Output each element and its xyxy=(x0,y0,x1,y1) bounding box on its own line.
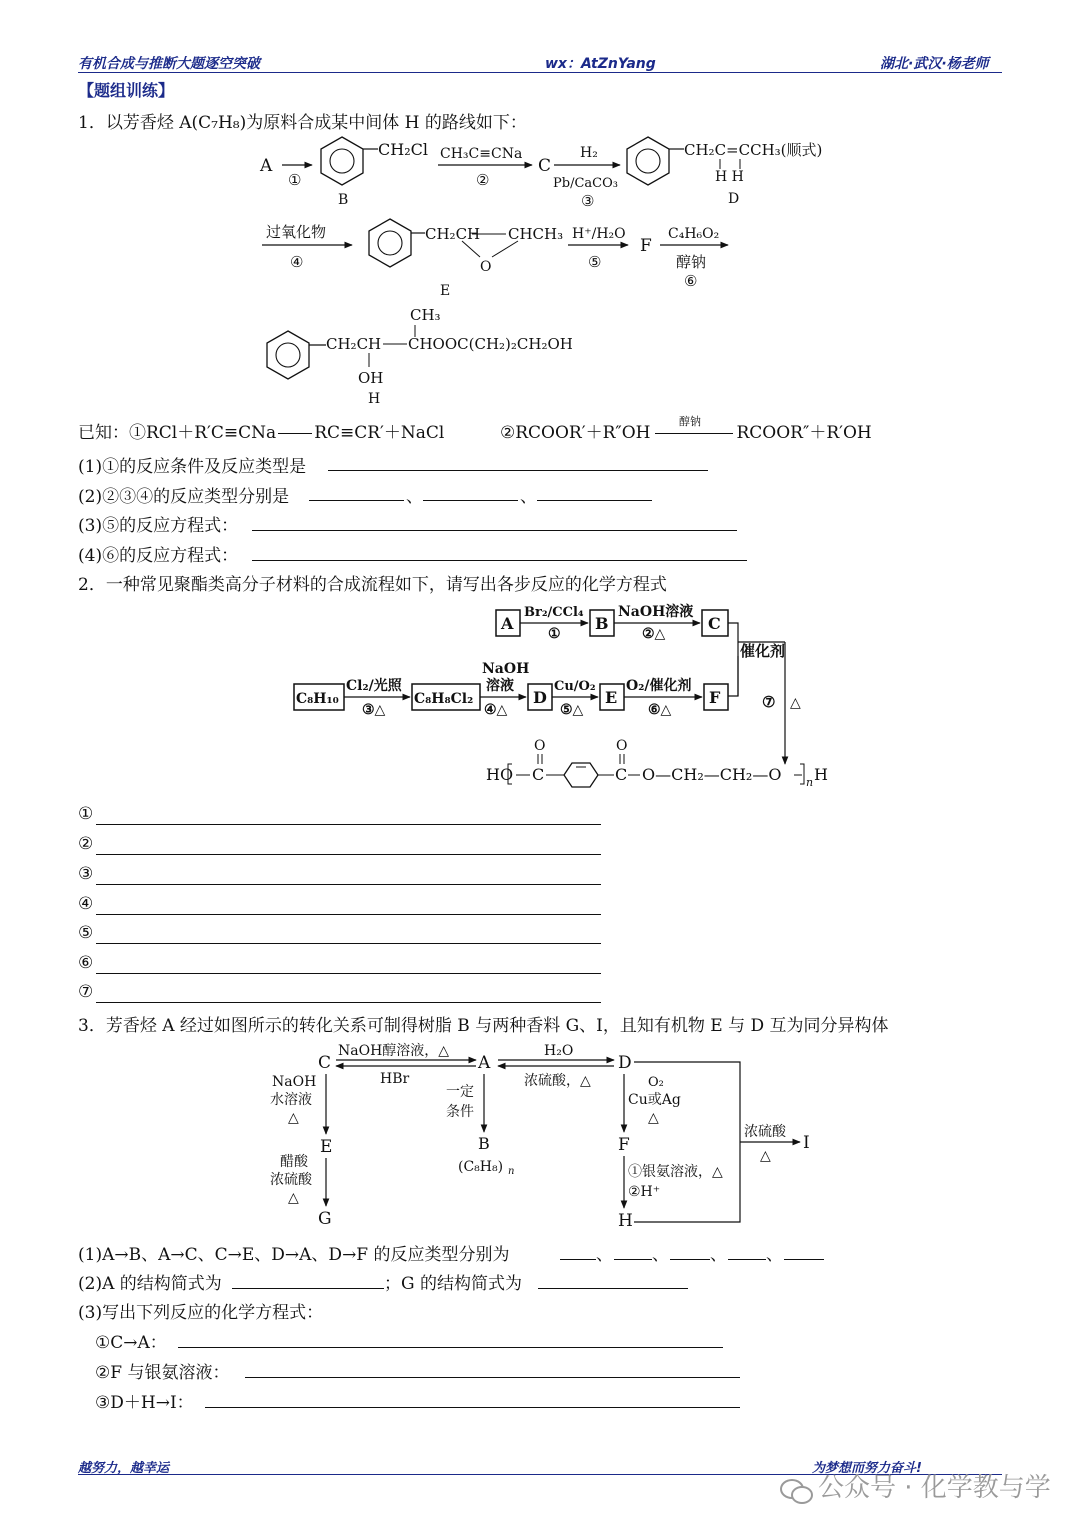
q3-blank3-3[interactable] xyxy=(205,1407,740,1408)
q3-blank3-1[interactable] xyxy=(178,1347,723,1348)
q1-A: A xyxy=(260,156,273,176)
q3-sub2b: ；G 的结构简式为 xyxy=(384,1274,522,1294)
q3-sub3: (3)写出下列反应的化学方程式： xyxy=(78,1303,324,1323)
q1-known-cond: 醇钠 xyxy=(679,415,701,428)
svg-text:O₂/催化剂: O₂/催化剂 xyxy=(626,678,692,694)
svg-text:Cu或Ag: Cu或Ag xyxy=(628,1092,681,1108)
svg-text:③: ③ xyxy=(581,192,595,210)
q3-sub2a: (2)A 的结构简式为 xyxy=(78,1274,222,1294)
q3-sep1: 、 xyxy=(596,1245,613,1265)
svg-text:D: D xyxy=(533,688,547,707)
svg-text:一定: 一定 xyxy=(446,1084,474,1100)
svg-text:浓硫酸: 浓硫酸 xyxy=(744,1124,786,1140)
q1-blank4[interactable] xyxy=(252,560,747,561)
svg-text:Br₂/CCl₄: Br₂/CCl₄ xyxy=(524,605,584,620)
svg-text:CH₂CH: CH₂CH xyxy=(425,225,481,243)
svg-text:C: C xyxy=(615,765,628,784)
svg-text:D: D xyxy=(618,1053,632,1073)
benzene-ring-b xyxy=(321,137,363,185)
svg-text:C: C xyxy=(532,765,545,784)
q1-sep2: 、 xyxy=(520,487,537,507)
q2-ans-line-3[interactable] xyxy=(96,884,601,885)
q3-sep2: 、 xyxy=(652,1245,669,1265)
header-right: 湖北·武汉·杨老师 xyxy=(880,56,989,72)
svg-text:E: E xyxy=(605,688,618,707)
svg-text:NaOH: NaOH xyxy=(482,661,530,677)
svg-text:H: H xyxy=(368,391,381,407)
benzene-ring-h xyxy=(267,331,309,379)
q3-blank1c[interactable] xyxy=(670,1259,710,1260)
svg-text:⑤△: ⑤△ xyxy=(560,702,584,718)
svg-text:C₄H₆O₂: C₄H₆O₂ xyxy=(668,226,720,242)
q2-stem: 2．一种常见聚酯类高分子材料的合成流程如下，请写出各步反应的化学方程式 xyxy=(78,575,667,595)
svg-text:E: E xyxy=(440,283,451,299)
section-title: 【题组训练】 xyxy=(78,81,175,100)
svg-text:①: ① xyxy=(548,626,561,642)
svg-text:CHCH₃: CHCH₃ xyxy=(508,225,564,243)
svg-text:NaOH醇溶液，△: NaOH醇溶液，△ xyxy=(338,1043,450,1059)
svg-text:②: ② xyxy=(476,171,490,189)
q2-ans-line-1[interactable] xyxy=(96,824,601,825)
svg-text:O: O xyxy=(534,738,546,754)
svg-text:NaOH溶液: NaOH溶液 xyxy=(618,604,694,620)
q1-blank2c[interactable] xyxy=(537,500,652,501)
q3-sub1: (1)A→B、A→C、C→E、D→A、D→F 的反应类型分别为 xyxy=(78,1245,510,1265)
q1-known: 已知：①RCl＋R′C≡CNa RC≡CR′＋NaCl xyxy=(78,423,445,443)
q2-ans-label-3: ③ xyxy=(78,864,94,884)
q1-sub4: (4)⑥的反应方程式： xyxy=(78,546,239,566)
svg-text:HO: HO xyxy=(486,765,514,784)
svg-text:(C₈H₈): (C₈H₈) xyxy=(458,1159,504,1175)
header-center: wx：AtZnYang xyxy=(545,56,656,72)
svg-text:G: G xyxy=(318,1209,332,1229)
svg-text:F: F xyxy=(709,688,721,707)
svg-text:溶液: 溶液 xyxy=(486,678,514,694)
svg-text:C₈H₈Cl₂: C₈H₈Cl₂ xyxy=(414,691,474,707)
svg-text:A: A xyxy=(501,614,514,633)
svg-text:④△: ④△ xyxy=(484,702,508,718)
svg-text:催化剂: 催化剂 xyxy=(740,642,786,660)
svg-text:I: I xyxy=(803,1133,810,1153)
svg-text:△: △ xyxy=(648,1110,659,1126)
svg-text:O: O xyxy=(480,259,492,275)
svg-text:Cu/O₂: Cu/O₂ xyxy=(554,679,596,694)
q2-ans-label-5: ⑤ xyxy=(78,923,94,943)
q3-scheme xyxy=(260,1036,820,1232)
svg-text:⑥: ⑥ xyxy=(684,272,698,290)
svg-text:C: C xyxy=(708,614,721,633)
svg-text:H⁺/H₂O: H⁺/H₂O xyxy=(572,226,626,242)
q2-ans-label-6: ⑥ xyxy=(78,953,94,973)
svg-text:D: D xyxy=(728,191,740,207)
q2-ans-label-4: ④ xyxy=(78,894,94,914)
svg-text:过氧化物: 过氧化物 xyxy=(266,223,327,241)
footer-left: 越努力，越幸运 xyxy=(78,1461,170,1476)
q1-sub3: (3)⑤的反应方程式： xyxy=(78,516,239,536)
q3-blank3-2[interactable] xyxy=(245,1377,740,1378)
svg-text:CH₂Cl: CH₂Cl xyxy=(378,140,428,159)
svg-text:O: O xyxy=(616,738,628,754)
svg-text:②△: ②△ xyxy=(642,626,666,642)
q1-blank3[interactable] xyxy=(252,530,737,531)
svg-text:CH₃: CH₃ xyxy=(410,306,441,324)
q2-ans-line-7[interactable] xyxy=(96,1002,601,1003)
svg-text:H₂: H₂ xyxy=(580,145,598,161)
svg-text:⑥△: ⑥△ xyxy=(648,702,672,718)
svg-text:B: B xyxy=(595,614,609,633)
q3-blank1e[interactable] xyxy=(784,1259,824,1260)
q1-blank2b[interactable] xyxy=(423,500,518,501)
svg-text:C: C xyxy=(318,1053,332,1073)
svg-text:CH₂CH: CH₂CH xyxy=(326,335,382,353)
benzene-ring-d xyxy=(627,137,669,185)
svg-text:F: F xyxy=(618,1135,630,1155)
svg-text:Pb/CaCO₃: Pb/CaCO₃ xyxy=(553,176,618,191)
q2-ans-label-7: ⑦ xyxy=(78,982,94,1002)
q3-sub3-3: ③D＋H→I： xyxy=(95,1393,194,1413)
svg-text:△: △ xyxy=(288,1190,299,1206)
svg-text:CHOOC(CH₂)₂CH₂OH: CHOOC(CH₂)₂CH₂OH xyxy=(408,335,573,353)
svg-text:②H⁺: ②H⁺ xyxy=(628,1184,661,1200)
q1-sub2: (2)②③④的反应类型分别是 xyxy=(78,487,290,507)
svg-text:③△: ③△ xyxy=(362,702,386,718)
svg-text:n: n xyxy=(806,776,814,789)
q2-ans-label-2: ② xyxy=(78,834,94,854)
q1-sub1: (1)①的反应条件及反应类型是 xyxy=(78,457,307,477)
svg-text:Cl₂/光照: Cl₂/光照 xyxy=(346,678,402,694)
svg-text:醋酸: 醋酸 xyxy=(280,1154,308,1170)
svg-text:①银氨溶液，△: ①银氨溶液，△ xyxy=(628,1164,723,1180)
svg-text:浓硫酸，△: 浓硫酸，△ xyxy=(524,1073,591,1089)
q3-blank2b[interactable] xyxy=(538,1288,688,1289)
svg-text:水溶液: 水溶液 xyxy=(270,1092,312,1108)
watermark: 公众号 · 化学教与学 xyxy=(780,1467,1051,1504)
svg-text:HBr: HBr xyxy=(380,1071,410,1087)
q2-ans-label-1: ① xyxy=(78,804,94,824)
q2-ans-line-2[interactable] xyxy=(96,854,601,855)
svg-text:A: A xyxy=(478,1053,491,1073)
svg-text:E: E xyxy=(320,1137,333,1157)
q1-stem: 1．以芳香烃 A(C₇H₈)为原料合成某中间体 H 的路线如下： xyxy=(78,113,527,133)
q3-blank2a[interactable] xyxy=(232,1288,384,1289)
q1-blank2a[interactable] xyxy=(309,500,404,501)
svg-text:醇钠: 醇钠 xyxy=(676,253,707,271)
q3-blank1b[interactable] xyxy=(614,1259,652,1260)
svg-text:C₈H₁₀: C₈H₁₀ xyxy=(296,691,339,707)
wechat-icon xyxy=(780,1477,810,1501)
svg-text:△: △ xyxy=(288,1110,299,1126)
q3-stem: 3．芳香烃 A 经过如图所示的转化关系可制得树脂 B 与两种香料 G、I，且知有机物 E 与 D 互为同分异构体 xyxy=(78,1016,889,1036)
svg-text:B: B xyxy=(478,1134,490,1153)
svg-text:O—CH₂—CH₂—O: O—CH₂—CH₂—O xyxy=(642,765,782,784)
svg-text:CH₂C=CCH₃(顺式): CH₂C=CCH₃(顺式) xyxy=(684,141,823,159)
svg-text:④: ④ xyxy=(290,253,304,271)
svg-text:浓硫酸: 浓硫酸 xyxy=(270,1172,312,1188)
svg-text:H H: H H xyxy=(715,169,744,185)
q1-blank1[interactable] xyxy=(328,470,708,471)
svg-text:⑦: ⑦ xyxy=(762,693,776,711)
svg-text:B: B xyxy=(338,192,349,208)
footer-right: 为梦想而努力奋斗! xyxy=(812,1461,922,1476)
q2-ans-line-5[interactable] xyxy=(96,943,601,944)
svg-text:F: F xyxy=(640,236,652,256)
q2-scheme xyxy=(280,596,840,796)
svg-text:H: H xyxy=(814,765,828,784)
q3-sub3-1: ①C→A： xyxy=(95,1333,167,1353)
q1-sep1: 、 xyxy=(406,487,423,507)
svg-text:H₂O: H₂O xyxy=(544,1043,574,1059)
q3-sub3-2: ②F 与银氨溶液： xyxy=(95,1363,230,1383)
svg-text:H: H xyxy=(618,1211,633,1231)
q3-blank1a[interactable] xyxy=(560,1259,596,1260)
q3-sep4: 、 xyxy=(766,1245,783,1265)
svg-text:C: C xyxy=(538,156,552,176)
svg-text:NaOH: NaOH xyxy=(272,1074,317,1090)
svg-text:OH: OH xyxy=(358,369,384,387)
q3-blank1d[interactable] xyxy=(728,1259,766,1260)
header-left: 有机合成与推断大题逐空突破 xyxy=(78,56,260,72)
q1-known-2: ②RCOOR′＋R″OH RCOOR″＋R′OH xyxy=(500,423,872,443)
q2-ans-line-6[interactable] xyxy=(96,973,601,974)
svg-text:⑤: ⑤ xyxy=(588,253,602,271)
svg-text:CH₃C≡CNa: CH₃C≡CNa xyxy=(440,146,523,162)
svg-text:n: n xyxy=(508,1166,515,1177)
q1-scheme xyxy=(250,133,870,413)
q2-ans-line-4[interactable] xyxy=(96,914,601,915)
header-rule xyxy=(78,72,1002,73)
svg-text:条件: 条件 xyxy=(446,1104,474,1120)
benzene-ring-e xyxy=(369,219,411,267)
svg-text:①: ① xyxy=(288,171,302,189)
svg-text:O₂: O₂ xyxy=(648,1075,664,1090)
q3-sep3: 、 xyxy=(710,1245,727,1265)
svg-text:△: △ xyxy=(760,1148,771,1164)
svg-text:△: △ xyxy=(790,695,801,711)
